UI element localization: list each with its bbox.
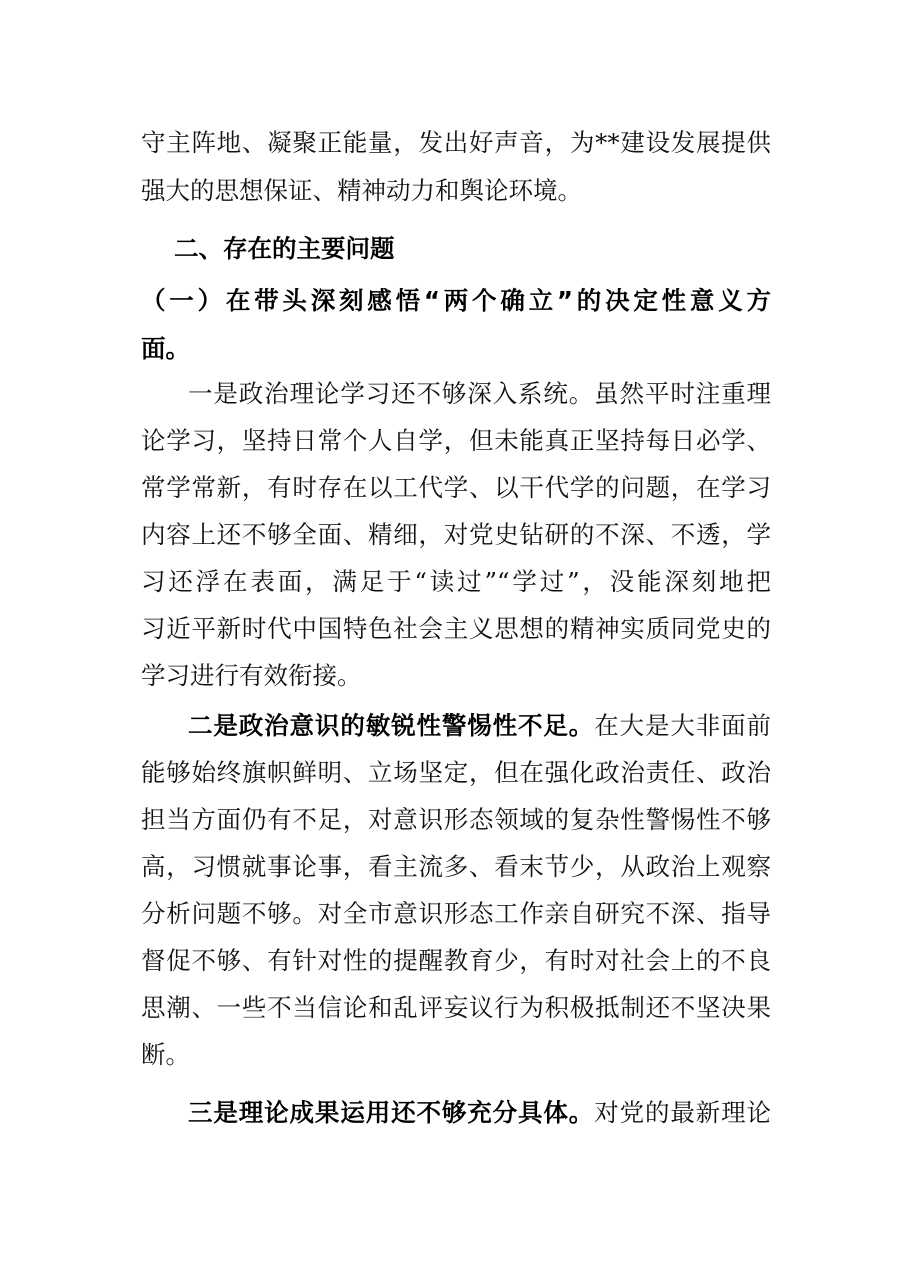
para2-line-1-rest: 在大是大非面前 (594, 711, 772, 740)
para1-line-7: 学习进行有效衔接。 (141, 661, 362, 690)
para1-line-1: 一是政治理论学习还不够深入系统。虽然平时注重理 (188, 379, 771, 408)
para2-line-3: 担当方面仍有不足，对意识形态领域的复杂性警惕性不够 (141, 805, 771, 834)
para1-line-3: 常学常新，有时存在以工代学、以干代学的问题，在学习 (141, 473, 771, 502)
para3-line-1 (188, 1098, 771, 1128)
para2-line-5: 分析问题不够。对全市意识形态工作亲自研究不深、指导 (141, 899, 771, 928)
para1-line-6: 习近平新时代中国特色社会主义思想的精神实质同党史的 (141, 614, 771, 643)
para1-line-5: 习还浮在表面，满足于“读过”“学过”，没能深刻地把 (141, 567, 771, 596)
intro-line-1: 守主阵地、凝聚正能量，发出好声音，为**建设发展提供 (141, 128, 771, 157)
para2-lead: 二是政治意识的敏锐性警惕性不足。 (188, 711, 595, 740)
subheading-line-2: 面。 (141, 334, 190, 363)
para2-line-7: 思潮、一些不当信论和乱评妄议行为积极抵制还不坚决果 (141, 993, 771, 1022)
subheading-line-1: （一）在带头深刻感悟“两个确立”的决定性意义方 (141, 286, 771, 315)
para2-line-4: 高，习惯就事论事，看主流多、看末节少，从政治上观察 (141, 852, 771, 881)
para1-line-2: 论学习，坚持日常个人自学，但未能真正坚持每日必学、 (141, 426, 771, 455)
intro-line-2: 强大的思想保证、精神动力和舆论环境。 (141, 176, 582, 205)
para2-line-1 (188, 711, 771, 741)
para2-line-6: 督促不够、有针对性的提醒教育少，有时对社会上的不良 (141, 946, 771, 975)
section-heading: 二、存在的主要问题 (174, 234, 395, 263)
para1-line-4: 内容上还不够全面、精细，对党史钻研的不深、不透，学 (141, 520, 771, 549)
para2-line-8: 断。 (141, 1040, 190, 1069)
para3-line-1-rest: 对党的最新理论 (594, 1098, 772, 1127)
para3-lead: 三是理论成果运用还不够充分具体。 (188, 1098, 595, 1127)
para2-line-2: 能够始终旗帜鲜明、立场坚定，但在强化政治责任、政治 (141, 758, 771, 787)
